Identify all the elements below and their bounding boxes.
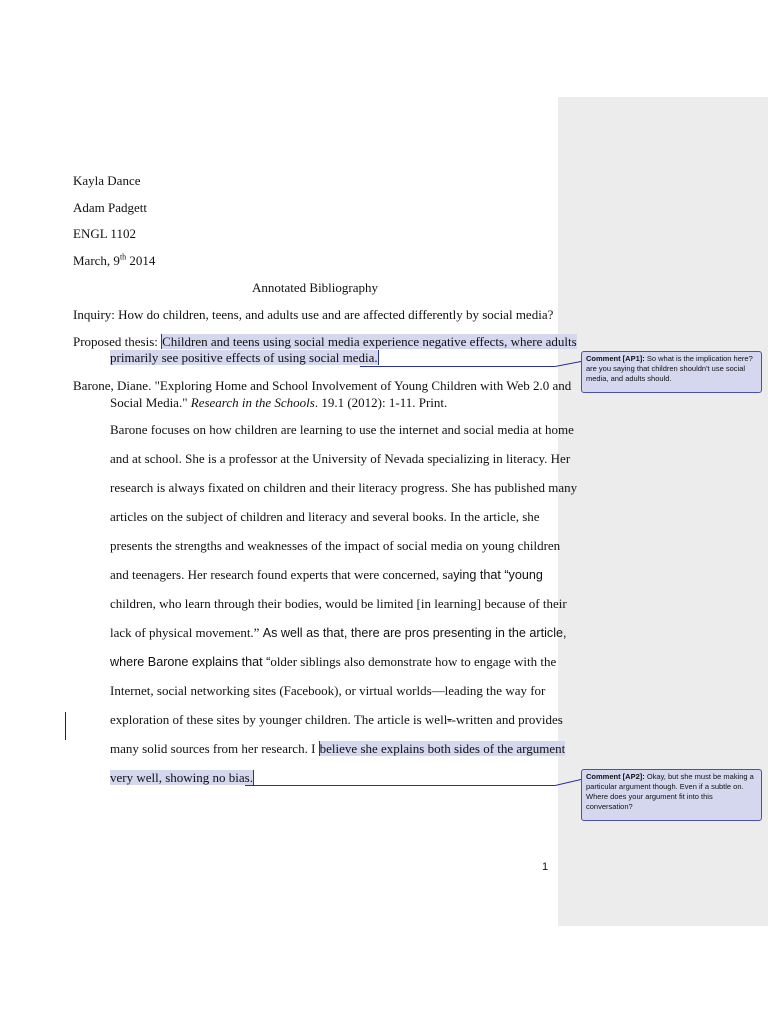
annotation-text: many solid sources from her research. I <box>110 741 319 756</box>
annotation-line: research is always fixated on children and their literacy progress. She has published many <box>110 480 578 495</box>
comment-anchor-end <box>253 770 254 785</box>
thesis-highlight-1[interactable]: Children and teens using social media experience negative effects, where adults <box>162 334 577 349</box>
comment-label: Comment [AP1]: <box>586 354 645 363</box>
comment-balloon-ap2[interactable] <box>581 769 762 821</box>
change-bar <box>65 712 66 740</box>
citation-line-2 <box>110 395 447 411</box>
annotation-text: exploration of these sites by younger children. The article is well <box>110 712 448 727</box>
comment-connector-line <box>245 785 555 786</box>
annotation-line <box>110 712 563 728</box>
comment-highlight[interactable]: very well, showing no bias. <box>110 770 253 785</box>
annotation-text: and teenagers. Her research found experts that were concerned, sa <box>110 567 454 582</box>
document-title: Annotated Bibliography <box>252 280 379 295</box>
annotation-line: children, who learn through their bodies, would be limited [in learning] because of their <box>110 596 567 611</box>
date-superscript: th <box>119 252 127 262</box>
annotation-line <box>110 625 567 641</box>
annotation-edited-text: where Barone explains that “ <box>110 655 271 669</box>
annotation-line <box>110 567 543 583</box>
document-date <box>73 253 155 269</box>
thesis-label: Proposed thesis: <box>73 334 162 349</box>
annotation-line <box>110 770 254 786</box>
annotation-text: lack of physical movement.” <box>110 625 263 640</box>
comment-label: Comment [AP2]: <box>586 772 645 781</box>
annotation-line: and at school. She is a professor at the University of Nevada specializing in literacy. Her <box>110 451 571 466</box>
page-number: 1 <box>542 861 549 873</box>
citation-line-1: Barone, Diane. "Exploring Home and School Involvement of Young Children with Web 2.0 and <box>73 378 572 393</box>
journal-name: Research in the Schools <box>190 395 315 410</box>
annotation-line: presents the strengths and weaknesses of the impact of social media on young children <box>110 538 561 553</box>
deleted-text: - <box>447 712 452 727</box>
annotation-text: older siblings also demonstrate how to engage with the <box>270 654 557 669</box>
date-prefix: March, 9 <box>73 253 120 268</box>
annotation-line: Barone focuses on how children are learning to use the internet and social media at home <box>110 422 574 437</box>
annotation-line: articles on the subject of children and literacy and several books. In the article, she <box>110 509 540 524</box>
annotation-edited-text: ying that “young <box>453 568 543 582</box>
comment-highlight[interactable]: believe she explains both sides of the argument <box>319 741 566 756</box>
thesis-line-1 <box>73 334 577 350</box>
citation-title: Social Media." <box>110 395 191 410</box>
author-name: Kayla Dance <box>73 173 141 188</box>
annotation-line <box>110 741 565 757</box>
annotation-edited-text: As well as that, there are pros presenting in the article, <box>262 626 567 640</box>
annotation-line: Internet, social networking sites (Facebook), or virtual worlds—leading the way for <box>110 683 546 698</box>
instructor-name: Adam Padgett <box>73 200 148 215</box>
thesis-line-2 <box>110 350 379 366</box>
inquiry-text: Inquiry: How do children, teens, and adults use and are affected differently by social media? <box>73 307 554 322</box>
date-suffix: 2014 <box>126 253 156 268</box>
citation-details: . 19.1 (2012): 1-11. Print. <box>314 395 448 410</box>
thesis-highlight-2[interactable]: primarily see positive effects of using social media. <box>110 350 378 365</box>
annotation-text: -written and provides <box>451 712 563 727</box>
comment-anchor-end <box>378 350 379 365</box>
comment-text: So what is the implication here? are you saying that children shouldn't use social media, and adults should. <box>586 354 753 383</box>
comment-balloon-ap1[interactable] <box>581 351 762 393</box>
annotation-line <box>110 654 556 670</box>
course-name: ENGL 1102 <box>73 226 136 241</box>
comment-connector-line <box>360 366 555 367</box>
comment-text: Okay, but she must be making a particular argument though. Even if a subtle on. Where does your argument fit into this conversation? <box>586 772 754 811</box>
